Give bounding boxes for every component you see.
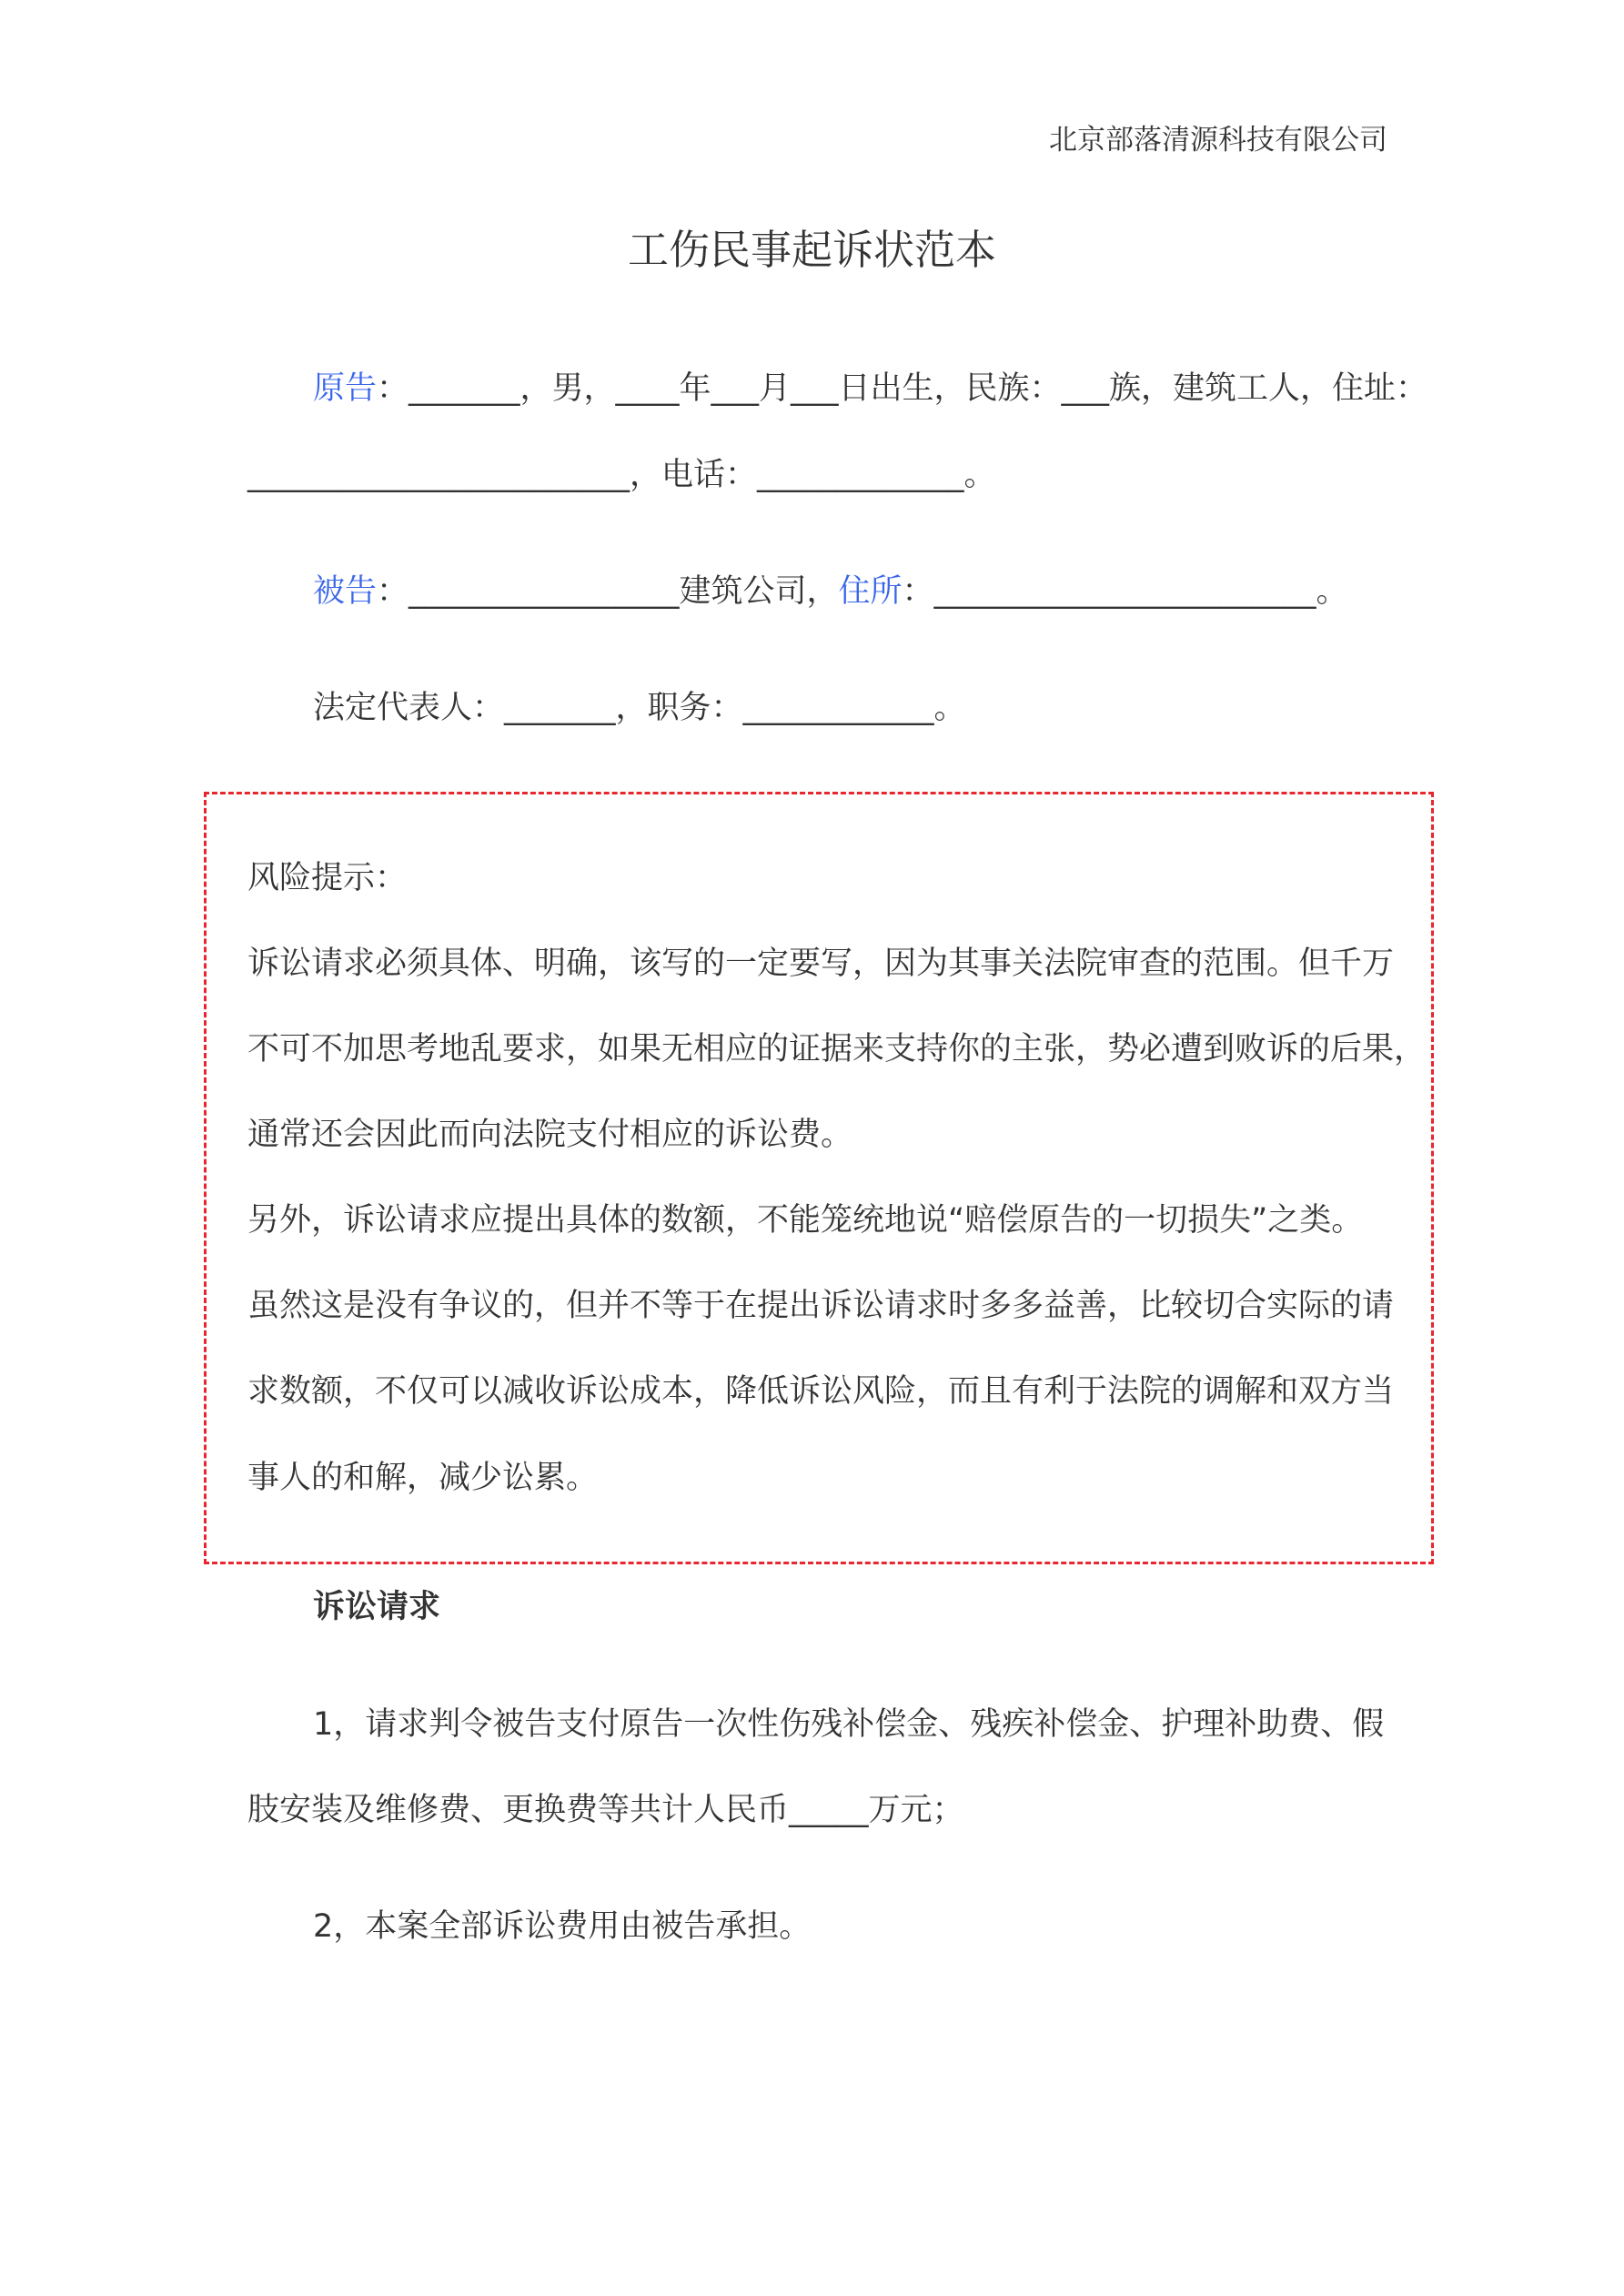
risk-line: 另外，诉讼请求应提出具体的数额，不能笼统地说“赔偿原告的一切损失”之类。 bbox=[247, 1202, 1364, 1239]
defendant-line bbox=[313, 571, 1348, 612]
defendant-residence: ：________________________。 bbox=[902, 573, 1348, 610]
company-name: 北京部落清源科技有限公司 bbox=[1049, 124, 1387, 157]
risk-line: 不可不加思考地乱要求，如果无相应的证据来支持你的主张，势必遭到败诉的后果， bbox=[247, 1031, 1427, 1067]
plaintiff-line-1 bbox=[313, 369, 1427, 409]
residence-label[interactable]: 住所 bbox=[838, 573, 903, 610]
risk-line: 虽然这是没有争议的，但并不等于在提出诉讼请求时多多益善，比较切合实际的请 bbox=[247, 1288, 1395, 1324]
risk-line: 诉讼请求必须具体、明确，该写的一定要写，因为其事关法院审查的范围。但千万 bbox=[247, 946, 1395, 982]
risk-line: 通常还会因此而向法院支付相应的诉讼费。 bbox=[247, 1117, 853, 1153]
defendant-label[interactable]: 被告 bbox=[313, 573, 378, 610]
legal-representative-line: 法定代表人：_______，职务：____________。 bbox=[313, 690, 966, 726]
risk-warning-box bbox=[204, 792, 1434, 1564]
risk-line: 事人的和解，减少讼累。 bbox=[247, 1460, 599, 1496]
claim-item-2: 2，本案全部诉讼费用由被告承担。 bbox=[313, 1908, 812, 1945]
claim-item-1: 1，请求判令被告支付原告一次性伤残补偿金、残疾补偿金、护理补助费、假 bbox=[313, 1706, 1385, 1743]
plaintiff-line-2: ________________________，电话：_____________。 bbox=[247, 457, 996, 493]
defendant-company: ：_________________建筑公司， bbox=[377, 573, 839, 610]
claims-heading: 诉讼请求 bbox=[313, 1589, 441, 1625]
claim-item-1-cont: 肢安装及维修费、更换费等共计人民币_____万元； bbox=[247, 1792, 964, 1828]
risk-heading: 风险提示： bbox=[247, 860, 408, 896]
plaintiff-label[interactable]: 原告 bbox=[313, 370, 378, 407]
plaintiff-info: ：_______，男，____年___月___日出生，民族：___族，建筑工人，住址： bbox=[377, 370, 1428, 407]
document-title: 工伤民事起诉状范本 bbox=[627, 226, 996, 274]
risk-line: 求数额，不仅可以减收诉讼成本，降低诉讼风险，而且有利于法院的调解和双方当 bbox=[247, 1373, 1395, 1410]
